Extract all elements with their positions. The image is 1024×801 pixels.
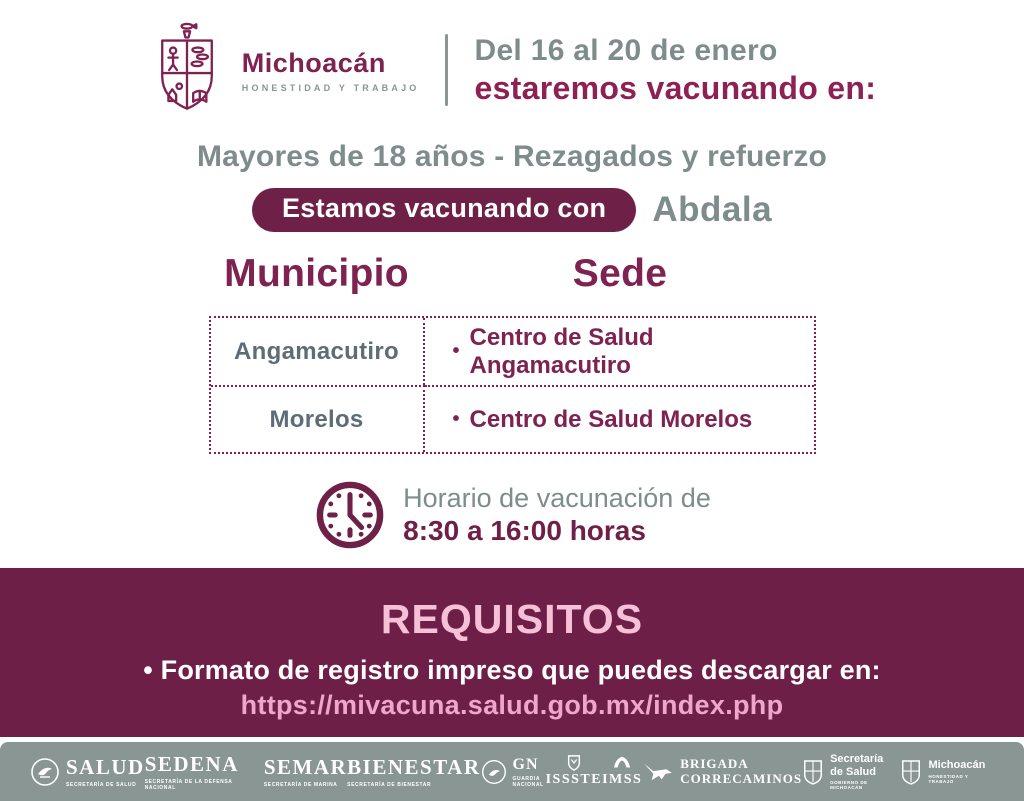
logo-michoacan-sub: HONESTIDAD Y TRABAJO [928, 773, 969, 784]
logo-brigada-label: BRIGADA [680, 755, 749, 771]
imss-eagle-icon [612, 755, 632, 771]
logo-bienestar-sub: SECRETARÍA DE BIENESTAR [347, 782, 432, 788]
logo-sedena-label: SEDENA [144, 752, 239, 776]
logo-salud-label: SALUD [66, 755, 145, 779]
bullet-icon: • [452, 340, 460, 362]
logo-issste [546, 755, 602, 788]
michoacan-shield-icon [900, 758, 922, 786]
vaccine-row [0, 188, 1024, 232]
gn-eagle-seal-icon [481, 759, 507, 785]
logo-semar [264, 755, 347, 788]
requirements-item-text: Formato de registro impreso que puedes descargar en: [160, 655, 881, 685]
logo-imss-label: IMSS [602, 772, 643, 787]
municipio-cell: Angamacutiro [211, 318, 425, 385]
date-range: Del 16 al 20 de enero [474, 33, 778, 67]
logo-bienestar-label: BIENESTAR [347, 755, 481, 779]
logo-gn-sub: GUARDIA NACIONAL [512, 775, 544, 788]
brand-name: Michoacán [241, 47, 386, 78]
header-text [474, 34, 876, 107]
logo-imss [602, 755, 642, 788]
logo-issste-label: ISSSTE [545, 772, 603, 787]
schedule-block [0, 478, 1024, 552]
audience-line: Mayores de 18 años - Rezagados y refuerzo [196, 140, 828, 173]
column-header-municipio: Municipio [224, 252, 409, 295]
issste-crest-icon [565, 755, 583, 771]
logo-sedena [145, 752, 264, 791]
vaccinating-with-pill: Estamos vacunando con [252, 188, 636, 232]
schedule-hours: 8:30 a 16:00 horas [403, 515, 646, 546]
requirements-item [0, 655, 1024, 686]
headline: estaremos vacunando en: [474, 69, 877, 106]
logo-salud [30, 755, 145, 788]
header-divider [445, 34, 448, 106]
vaccine-name: Abdala [652, 190, 773, 229]
michoacan-shield-icon [802, 758, 824, 786]
requirements-band [0, 568, 1024, 737]
brand-text [242, 48, 420, 93]
logo-salud-sub: SECRETARÍA DE SALUD [66, 782, 137, 788]
logo-semar-sub: SECRETARÍA DE MARINA [263, 782, 338, 788]
michoacan-coat-of-arms-icon [148, 22, 226, 118]
logo-michoacan-gobierno [900, 758, 994, 786]
brand-block [148, 22, 420, 118]
clock-icon [313, 478, 387, 552]
logo-brigada-correcaminos [642, 757, 802, 787]
roadrunner-icon [642, 760, 674, 784]
logo-michoacan-label: Michoacán [928, 759, 986, 772]
logo-brigada-sub: CORRECAMINOS [680, 770, 803, 786]
logo-ssm-label: Secretaría de Salud [830, 753, 884, 778]
schedule-label: Horario de vacunación de [403, 483, 711, 513]
table-row [211, 318, 814, 385]
table-row [211, 385, 814, 452]
logo-semar-label: SEMAR [263, 755, 348, 779]
sede-value: Centro de Salud Morelos [469, 405, 753, 433]
registration-url-link[interactable]: https://mivacuna.salud.gob.mx/index.php [240, 690, 784, 720]
logo-sedena-sub: SECRETARÍA DE LA DEFENSA NACIONAL [144, 779, 233, 791]
column-header-sede: Sede [572, 252, 668, 295]
sede-cell [425, 318, 814, 385]
bullet-icon: • [143, 655, 153, 685]
footer-logo-bar [0, 742, 1024, 801]
logo-guardia-nacional [481, 756, 546, 788]
municipio-cell: Morelos [211, 385, 425, 452]
logo-gn-label: GN [512, 755, 539, 773]
schedule-text [403, 483, 711, 547]
salud-eagle-seal-icon [30, 757, 60, 787]
locations-table [209, 316, 816, 454]
table-column-headers [209, 252, 816, 296]
logo-secretaria-salud-michoacan [802, 753, 900, 789]
requirements-title: REQUISITOS [380, 596, 644, 642]
header [0, 22, 1024, 118]
bullet-icon: • [452, 408, 460, 430]
sede-cell [425, 385, 814, 452]
brand-motto: HONESTIDAD Y TRABAJO [241, 82, 420, 93]
logo-ssm-sub: GOBIERNO DE MICHOACÁN [830, 779, 868, 790]
sede-value: Centro de Salud Angamacutiro [469, 323, 654, 379]
logo-bienestar [347, 755, 480, 788]
